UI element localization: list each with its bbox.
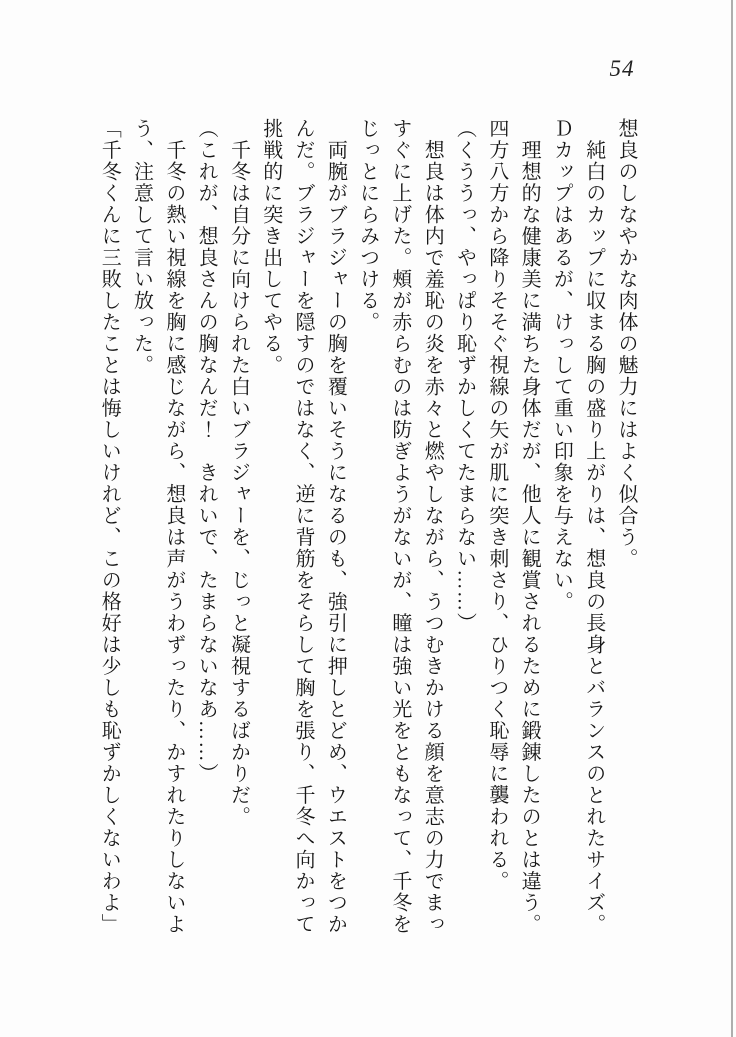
text-line: 純白のカップに収まる胸の盛り上がりは、想良の長身とバランスのとれたサイズ。 xyxy=(582,118,605,935)
text-line: Ｄカップはあるが、けっして重い印象を与えない。 xyxy=(550,118,573,613)
text-line: んだ。ブラジャーを隠すのではなく、逆に背筋をそらして胸を張り、千冬へ向かって xyxy=(292,118,315,935)
text-line: すぐに上げた。頰が赤らむのは防ぎようがないが、瞳は強い光をともなって、千冬を xyxy=(388,118,411,935)
text-line: 「千冬くんに三敗したことは悔しいけれど、この格好は少しも恥ずかしくないわよ」 xyxy=(98,118,121,935)
text-line: 両腕がブラジャーの胸を覆いそうになるのも、強引に押しとどめ、ウエストをつか xyxy=(324,118,347,935)
text-line: 挑戦的に突き出してやる。 xyxy=(259,118,282,376)
text-line: 理想的な健康美に満ちた身体だが、他人に観賞されるために鍛錬したのとは違う。 xyxy=(518,118,541,935)
text-line: （くううっ、やっぱり恥ずかしくてたまらない……） xyxy=(453,118,476,634)
text-line: 四方八方から降りそそぐ視線の矢が肌に突き刺さり、ひりつく恥辱に襲われる。 xyxy=(485,118,508,892)
text-line: 想良は体内で羞恥の炎を赤々と燃やしながら、うつむきかける顔を意志の力でまっ xyxy=(421,118,444,935)
page-number: 54 xyxy=(609,56,635,81)
text-line: じっとにらみつける。 xyxy=(356,118,379,333)
page-edge-scan-line xyxy=(731,0,733,1037)
text-line: 千冬は自分に向けられた白いブラジャーを、じっと凝視するばかりだ。 xyxy=(227,118,250,828)
text-line: う、注意して言い放った。 xyxy=(130,118,153,376)
text-line: 想良のしなやかな肉体の魅力にはよく似合う。 xyxy=(615,118,637,570)
body-text xyxy=(93,118,642,952)
text-line: （これが、想良さんの胸なんだ！ きれいで、たまらないなあ……） xyxy=(195,118,218,785)
text-line: 千冬の熱い視線を胸に感じながら、想良は声がうわずったり、かすれたりしないよ xyxy=(162,118,185,935)
